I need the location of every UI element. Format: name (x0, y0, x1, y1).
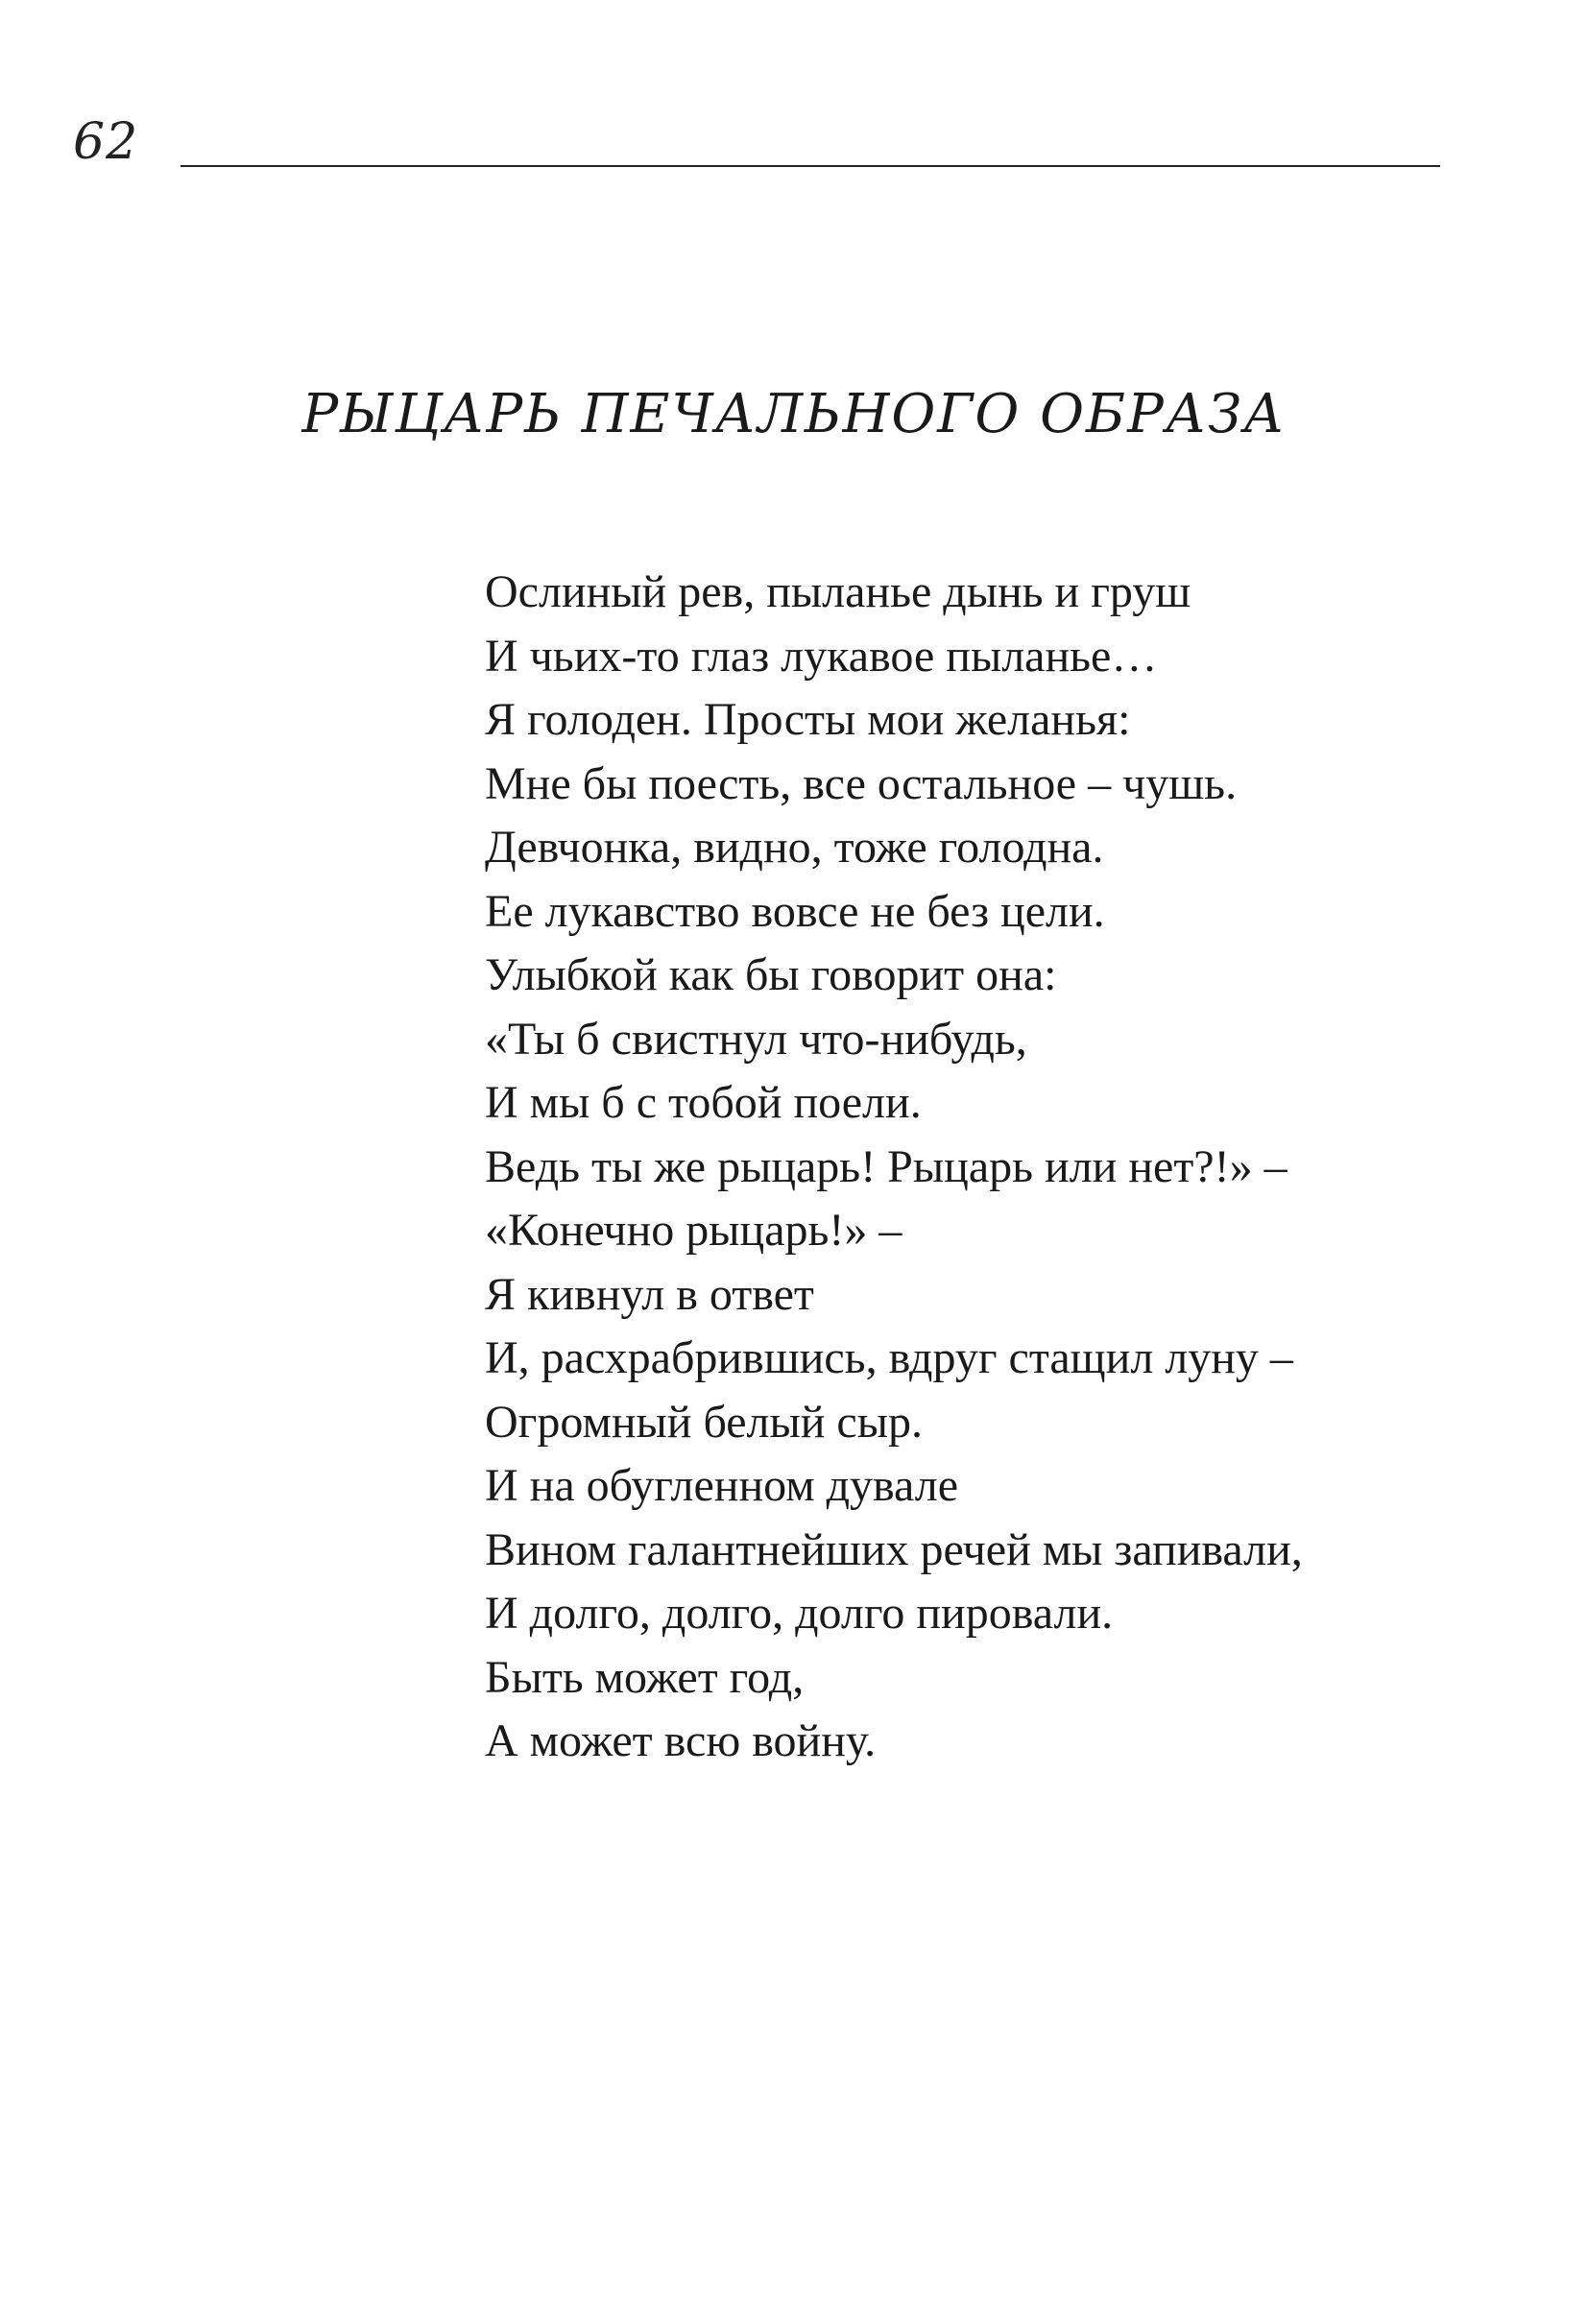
poem-line: Мне бы поесть, все остальное – чушь. (485, 757, 1238, 809)
page-number: 62 (73, 113, 139, 171)
poem-line: «Ты б свистнул что-нибудь, (485, 1013, 1027, 1065)
poem-line: А может всю войну. (485, 1715, 877, 1766)
poem-line: Девчонка, видно, тоже голодна. (485, 822, 1104, 873)
poem-line: Быть может год, (485, 1651, 805, 1703)
poem-line: И чьих-то глаз лукавое пыланье… (485, 630, 1158, 682)
poem-line: И мы б с тобой поели. (485, 1077, 922, 1128)
poem-line: «Конечно рыцарь!» – (485, 1205, 902, 1256)
poem-line: Ослиный рев, пыланье дынь и груш (485, 566, 1191, 617)
poem-line: Ее лукавство вовсе не без цели. (485, 885, 1105, 937)
poem-line: Вином галантнейших речей мы запивали, (485, 1523, 1303, 1575)
poem-body (485, 561, 1493, 1774)
poem-line: И долго, долго, долго пировали. (485, 1588, 1114, 1639)
poem-line: Улыбкой как бы говорит она: (485, 949, 1057, 1000)
page-header (0, 0, 1588, 192)
poem-line: И, расхрабрившись, вдруг стащил луну – (485, 1332, 1293, 1383)
poem-line: Ведь ты же рыцарь! Рыцарь или нет?!» – (485, 1140, 1287, 1192)
poem-line: Я кивнул в ответ (485, 1268, 814, 1320)
poem-line: Огромный белый сыр. (485, 1396, 923, 1448)
poem-line: И на обугленном дувале (485, 1460, 959, 1511)
poem-title: РЫЦАРЬ ПЕЧАЛЬНОГО ОБРАЗА (301, 383, 1287, 445)
poem-line: Я голоден. Просты мои желанья: (485, 694, 1131, 745)
header-rule (180, 165, 1440, 167)
